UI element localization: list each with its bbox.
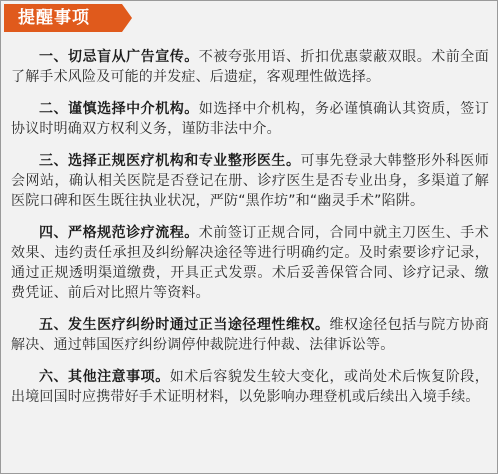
notice-item-heading: 三、选择正规医疗机构和专业整形医生。 <box>39 153 301 169</box>
notice-item-3 <box>11 151 489 211</box>
banner-arrow-shape <box>122 4 132 32</box>
notice-item-body: 维权途径包括与院方协商解决、通过韩国医疗纠纷调停仲裁院进行仲裁、法律诉讼等。 <box>11 317 489 353</box>
notice-item-heading: 四、严格规范诊疗流程。 <box>39 225 199 241</box>
notice-item-4 <box>11 223 489 303</box>
notice-item-heading: 二、谨慎选择中介机构。 <box>39 101 199 117</box>
notice-item-1 <box>11 47 489 87</box>
notice-item-body: 不被夸张用语、折扣优惠蒙蔽双眼。术前全面了解手术风险及可能的并发症、后遗症，客观理性做选择。 <box>11 49 490 85</box>
notice-item-heading: 六、其他注意事项。 <box>39 369 170 385</box>
notice-item-5 <box>11 315 489 355</box>
notice-item-heading: 五、发生医疗纠纷时通过正当途径理性维权。 <box>39 317 330 333</box>
notice-list <box>11 47 489 419</box>
notice-item-heading: 一、切忌盲从广告宣传。 <box>39 49 199 65</box>
notice-item-body: 可事先登录大韩整形外科医师会网站，确认相关医院是否登记在册、诊疗医生是否专业出身，多渠道了解医院口碑和医生既往执业状况，严防“黑作坊”和“幽灵手术”陷阱。 <box>11 153 489 209</box>
notice-item-2 <box>11 99 489 139</box>
notice-item-6 <box>11 367 489 407</box>
header-title: 提醒事项 <box>18 8 90 28</box>
notice-item-body: 如术后容貌发生较大变化，或尚处术后恢复阶段，出境回国时应携带好手术证明材料，以免影响办理登机或后续出入境手续。 <box>11 369 489 405</box>
header-banner <box>4 4 122 32</box>
notice-item-body: 如选择中介机构，务必谨慎确认其资质，签订协议时明确双方权利义务，谨防非法中介。 <box>11 101 490 137</box>
notice-item-body: 术前签订正规合同，合同中就主刀医生、手术效果、违约责任承担及纠纷解决途径等进行明确约定。及时索要诊疗记录，通过正规透明渠道缴费，开具正式发票。术后妥善保管合同、诊疗记录、缴费凭证、前后对比照片等资料。 <box>11 225 490 301</box>
